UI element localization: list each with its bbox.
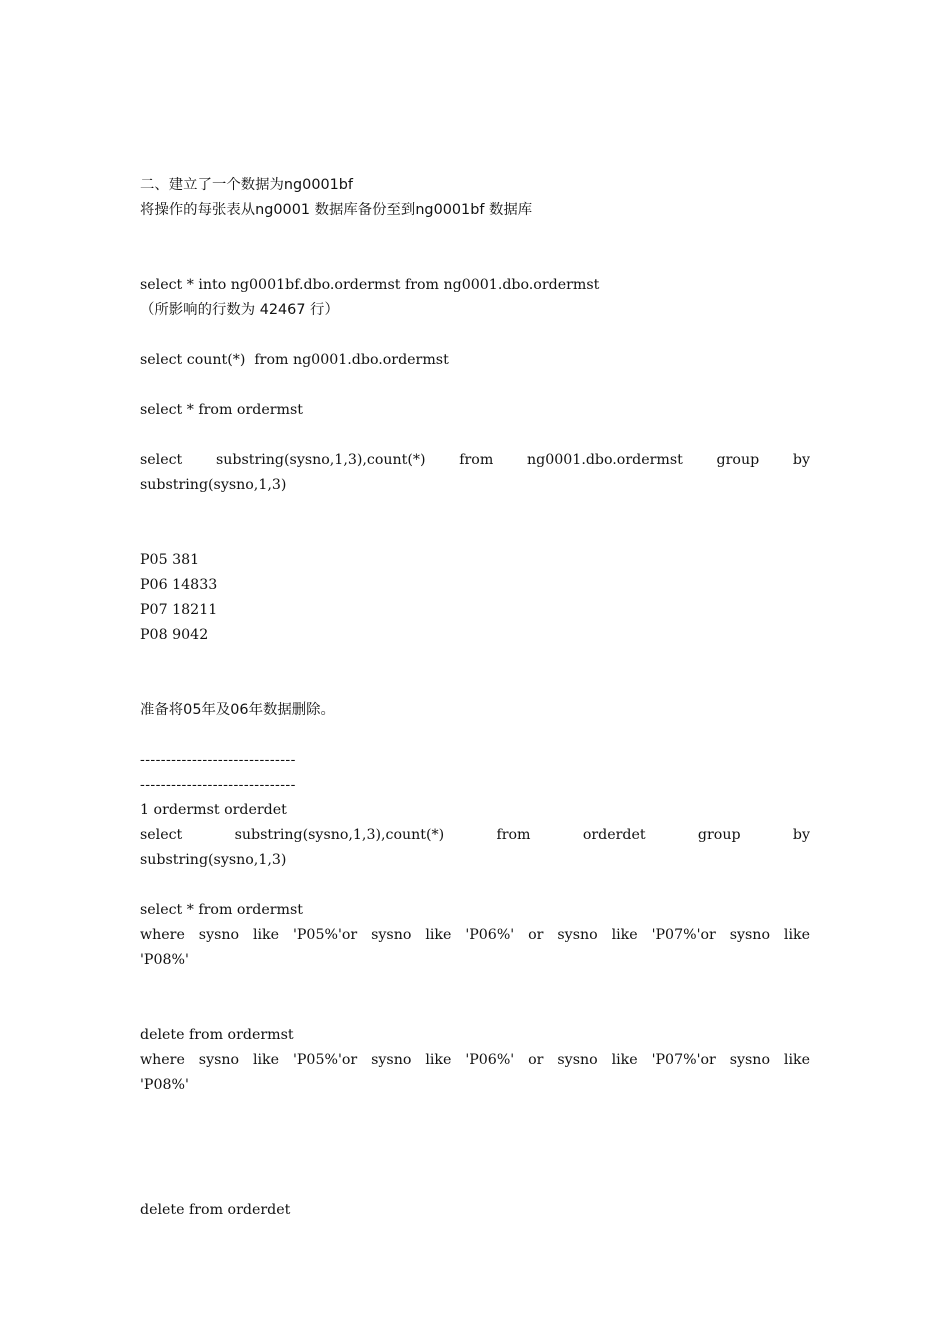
result-row-p06: P06 14833 [140, 577, 218, 593]
separator-line-2: ------------------------------ [140, 777, 296, 793]
sql-delete-ordermst-line2: where sysno like 'P05%'or sysno like 'P06%' or sysno like 'P07%'or sysno like [140, 1052, 810, 1068]
result-row-p08: P08 9042 [140, 627, 209, 643]
document-body [140, 173, 810, 1223]
sql-orderdet-group-line1: select substring(sysno,1,3),count(*) from orderdet group by [140, 827, 810, 843]
sql-count: select count(*) from ng0001.dbo.ordermst [140, 352, 449, 368]
sql-delete-ordermst-line1: delete from ordermst [140, 1027, 294, 1043]
separator-line-1: ------------------------------ [140, 752, 296, 768]
sql-group-by-line1: select substring(sysno,1,3),count(*) from ng0001.dbo.ordermst group by [140, 452, 810, 468]
result-row-p07: P07 18211 [140, 602, 218, 618]
sql-select-where-line3: 'P08%' [140, 952, 189, 968]
sql-delete-orderdet: delete from orderdet [140, 1202, 291, 1218]
rows-affected-note: （所影响的行数为 42467 行） [140, 302, 339, 318]
description-line: 将操作的每张表从ng0001 数据库备份至到ng0001bf 数据库 [140, 202, 533, 218]
table-list: 1 ordermst orderdet [140, 802, 287, 818]
result-row-p05: P05 381 [140, 552, 200, 568]
delete-plan-note: 准备将05年及06年数据删除。 [140, 702, 335, 718]
sql-select-ordermst: select * from ordermst [140, 402, 303, 418]
sql-select-where-line2: where sysno like 'P05%'or sysno like 'P06%' or sysno like 'P07%'or sysno like [140, 927, 810, 943]
sql-group-by-line2: substring(sysno,1,3) [140, 477, 287, 493]
sql-select-into: select * into ng0001bf.dbo.ordermst from ng0001.dbo.ordermst [140, 277, 600, 293]
sql-select-where-line1: select * from ordermst [140, 902, 303, 918]
sql-orderdet-group-line2: substring(sysno,1,3) [140, 852, 287, 868]
sql-delete-ordermst-line3: 'P08%' [140, 1077, 189, 1093]
heading-line: 二、建立了一个数据为ng0001bf [140, 177, 353, 193]
